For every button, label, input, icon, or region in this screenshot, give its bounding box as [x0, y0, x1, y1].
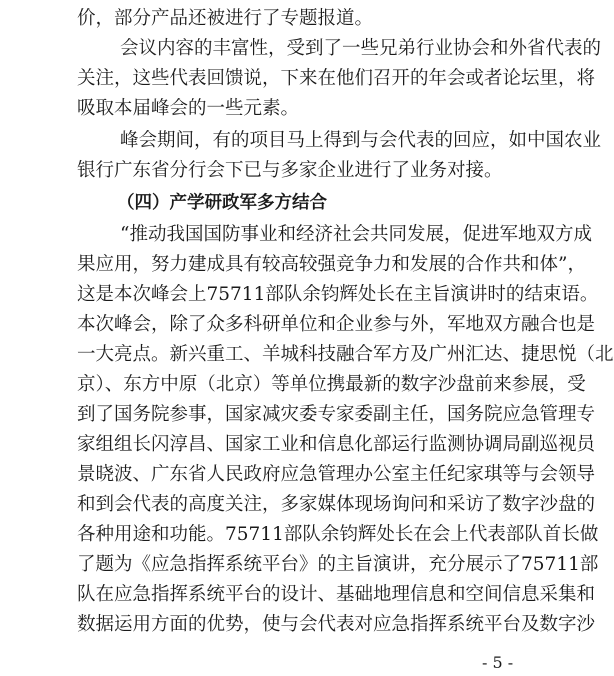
- paragraph-line-13: 京）、东方中原（北京）等单位携最新的数字沙盘前来参展，受: [77, 374, 586, 395]
- paragraph-line-14: 到了国务院参事，国家减灾委专家委副主任，国务院应急管理专: [77, 404, 596, 425]
- paragraph-line-6: 银行广东省分行会下已与多家企业进行了业务对接。: [77, 160, 503, 181]
- paragraph-line-17: 和到会代表的高度关注，多家媒体现场询问和采访了数字沙盘的: [77, 494, 596, 515]
- paragraph-line-9: 果应用，努力建成具有较高较强竞争力和发展的合作共和体”，: [77, 254, 586, 275]
- paragraph-line-21: 数据运用方面的优势，使与会代表对应急指挥系统平台及数字沙: [77, 614, 596, 635]
- section-heading: （四）产学研政军多方结合: [117, 193, 327, 213]
- paragraph-line-19: 了题为《应急指挥系统平台》的主旨演讲，充分展示了75711部: [77, 554, 599, 575]
- paragraph-line-3: 关注，这些代表回馈说，下来在他们召开的年会或者论坛里，将: [77, 68, 596, 89]
- paragraph-line-16: 景晓波、广东省人民政府应急管理办公室主任纪家琪等与会领导: [77, 464, 596, 485]
- paragraph-line-5: 峰会期间，有的项目马上得到与会代表的回应，如中国农业: [120, 130, 602, 151]
- paragraph-line-4: 吸取本届峰会的一些元素。: [77, 98, 300, 119]
- paragraph-line-18: 各种用途和功能。75711部队余钧辉处长在会上代表部队首长做: [77, 524, 599, 545]
- paragraph-line-1: 价，部分产品还被进行了专题报道。: [77, 8, 374, 29]
- paragraph-line-20: 队在应急指挥系统平台的设计、基础地理信息和空间信息采集和: [77, 584, 596, 605]
- paragraph-line-10: 这是本次峰会上75711部队余钧辉处长在主旨演讲时的结束语。: [77, 284, 599, 305]
- paragraph-line-15: 家组组长闪淳昌、国家工业和信息化部运行监测协调局副巡视员: [77, 434, 596, 455]
- paragraph-line-11: 本次峰会，除了众多科研单位和企业参与外，军地双方融合也是: [77, 314, 596, 335]
- paragraph-line-12: 一大亮点。新兴重工、羊城科技融合军方及广州汇达、捷思悦（北: [77, 344, 614, 365]
- page-number: - 5 -: [482, 653, 514, 672]
- paragraph-line-8: “推动我国国防事业和经济社会共同发展，促进军地双方成: [120, 224, 592, 245]
- paragraph-line-2: 会议内容的丰富性，受到了一些兄弟行业协会和外省代表的: [120, 38, 602, 59]
